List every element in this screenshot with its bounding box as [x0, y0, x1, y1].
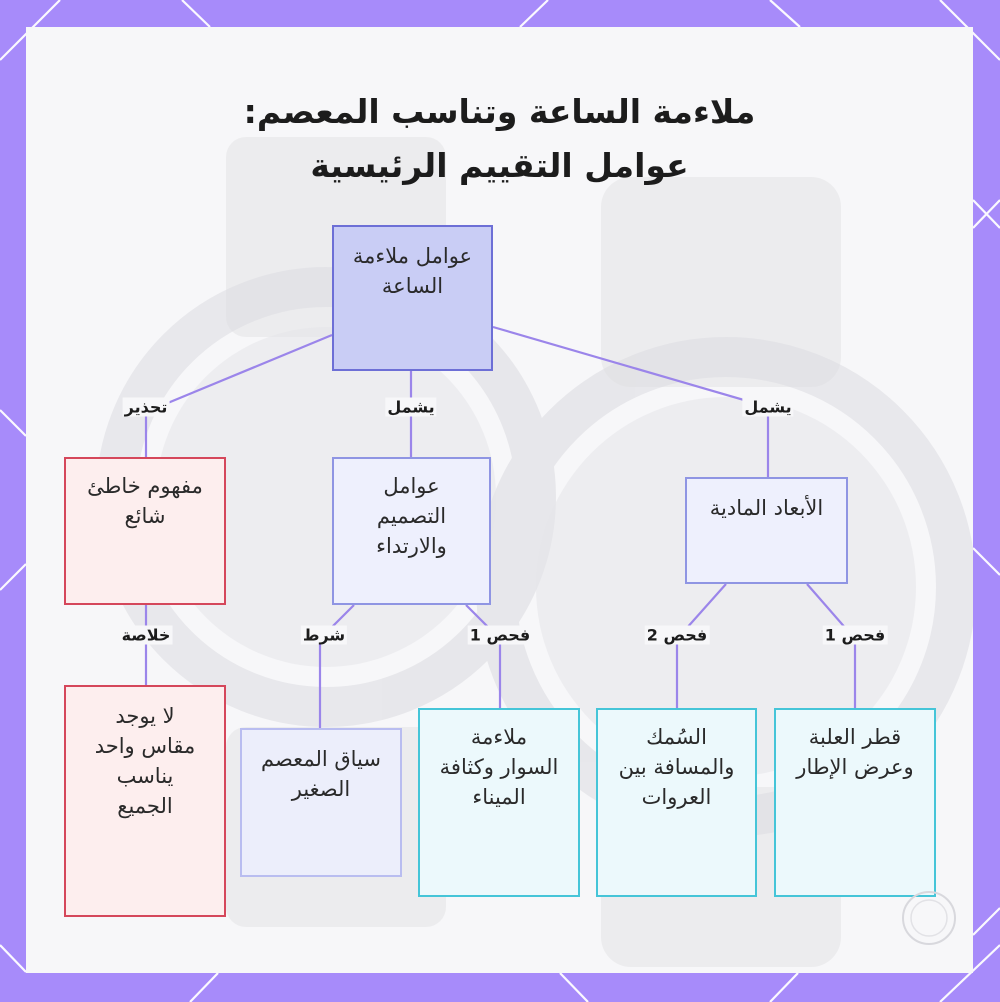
node-small-wrist: سياق المعصم الصغير — [240, 728, 402, 877]
edge-label-check-1-case: فحص 1 — [824, 625, 886, 645]
node-watch-fit-factors: عوامل ملاءمة الساعة — [332, 225, 493, 371]
edge-label-condition: شرط — [302, 625, 346, 645]
title-line-1: ملاءمة الساعة وتناسب المعصم: — [243, 92, 756, 131]
node-case-diameter: قطر العلبة وعرض الإطار — [774, 708, 936, 897]
node-physical-dimensions: الأبعاد المادية — [685, 477, 848, 584]
edge-label-conclusion: خلاصة — [121, 625, 171, 645]
edge-label-warning: تحذير — [124, 397, 168, 417]
title-line-2: عوامل التقييم الرئيسية — [310, 146, 689, 185]
edge-design-smallwrist — [320, 605, 354, 730]
edge-physical-case — [807, 584, 855, 710]
edge-label-includes-physical: يشمل — [744, 397, 792, 417]
node-design-wear-factors: عوامل التصميم والارتداء — [332, 457, 491, 605]
watermark-stamp — [898, 887, 960, 949]
node-strap-fit: ملاءمة السوار وكثافة الميناء — [418, 708, 580, 897]
edge-label-check-1-strap: فحص 1 — [469, 625, 531, 645]
node-no-one-size: لا يوجد مقاس واحد يناسب الجميع — [64, 685, 226, 917]
edge-label-check-2-thickness: فحص 2 — [646, 625, 708, 645]
diagram-canvas — [26, 27, 973, 973]
node-thickness-lug: السُمك والمسافة بين العروات — [596, 708, 757, 897]
edge-label-includes-design: يشمل — [387, 397, 435, 417]
node-common-misconception: مفهوم خاطئ شائع — [64, 457, 226, 605]
edge-physical-thickness — [677, 584, 726, 710]
edge-root-misconception — [146, 335, 332, 459]
edge-design-strap — [466, 605, 500, 710]
edge-root-physical — [493, 327, 768, 480]
